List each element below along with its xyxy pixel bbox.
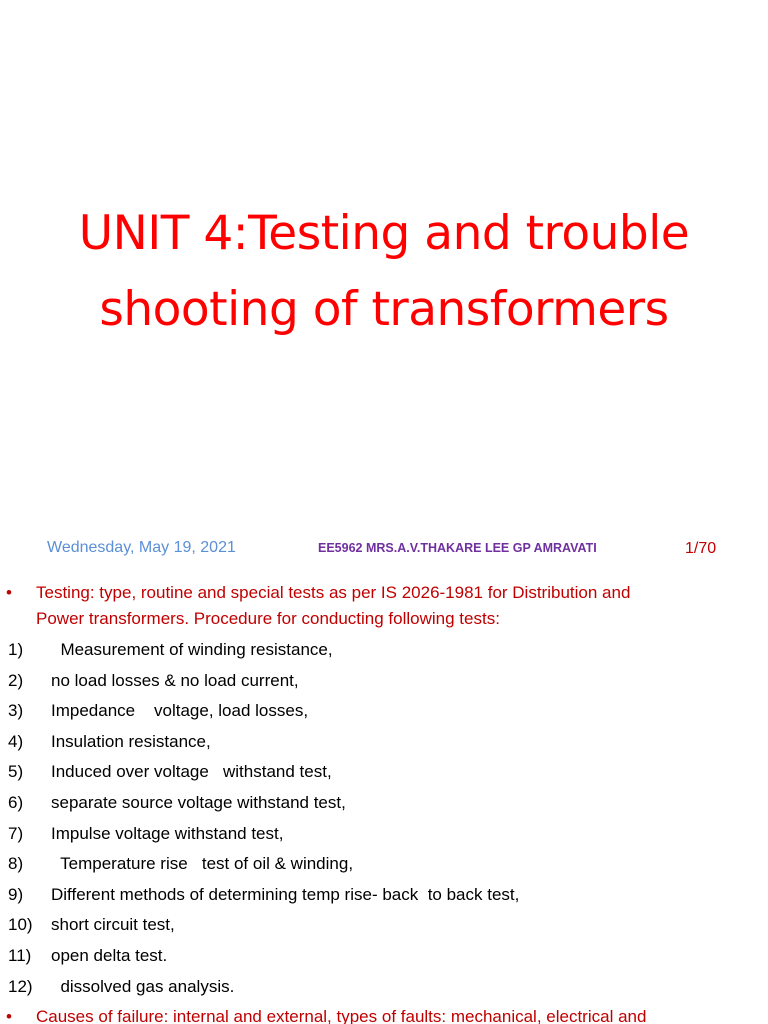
list-item (8, 667, 758, 698)
list-item-number: 10) (8, 915, 33, 935)
list-item-number: 8) (8, 854, 24, 874)
list-item-text: Impulse voltage withstand test, (51, 823, 284, 843)
title-line-1: UNIT 4:Testing and trouble (78, 206, 690, 261)
list-item-text: Insulation resistance, (51, 731, 211, 751)
list-item-text: dissolved gas analysis. (51, 976, 235, 996)
bullet-testing-line-2: Power transformers. Procedure for conducting following tests: (36, 609, 500, 628)
title-line-2: shooting of transformers (99, 282, 669, 337)
list-item-number: 12) (8, 976, 33, 996)
list-item (8, 820, 758, 851)
list-item-text: separate source voltage withstand test, (51, 792, 346, 812)
bullet-causes-text (36, 1004, 760, 1024)
list-item (8, 697, 758, 728)
footer-date: Wednesday, May 19, 2021 (47, 539, 236, 556)
bullet-causes-line-1: Causes of failure: internal and external, types of faults: mechanical, electrical and (36, 1007, 647, 1024)
list-item-number: 3) (8, 701, 24, 721)
bullet-testing-line-1: Testing: type, routine and special tests as per IS 2026-1981 for Distribution and (36, 583, 631, 602)
list-item-number: 1) (8, 640, 24, 659)
list-item (8, 942, 758, 973)
list-item-text: open delta test. (51, 945, 168, 965)
bullet-icon: • (6, 583, 12, 602)
list-item-text: short circuit test, (51, 915, 175, 935)
list-item-number: 4) (8, 731, 24, 751)
list-item (8, 758, 758, 789)
test-list (8, 636, 758, 1003)
list-item (8, 636, 758, 667)
list-item (8, 911, 758, 942)
list-item-number: 6) (8, 792, 24, 812)
list-item-text: no load losses & no load current, (51, 670, 299, 690)
list-item (8, 789, 758, 820)
footer-author: EE5962 MRS.A.V.THAKARE LEE GP AMRAVATI (318, 541, 597, 555)
list-item-number: 11) (8, 945, 32, 965)
list-item (8, 850, 758, 881)
list-item-number: 2) (8, 670, 24, 690)
list-item-text: Impedance voltage, load losses, (51, 701, 309, 721)
list-item (8, 728, 758, 759)
list-item-text: Measurement of winding resistance, (51, 640, 333, 659)
list-item-number: 5) (8, 762, 24, 782)
list-item-text: Temperature rise test of oil & winding, (51, 854, 354, 874)
footer-page-number: 1/70 (685, 540, 717, 557)
list-item-number: 7) (8, 823, 24, 843)
list-item (8, 973, 758, 1004)
list-item (8, 881, 758, 912)
bullet-icon: • (6, 1007, 12, 1024)
bullet-testing-text (36, 580, 760, 632)
list-item-number: 9) (8, 884, 24, 904)
list-item-text: Different methods of determining temp rise- back to back test, (51, 884, 520, 904)
slide-title (0, 196, 768, 348)
list-item-text: Induced over voltage withstand test, (51, 762, 332, 782)
